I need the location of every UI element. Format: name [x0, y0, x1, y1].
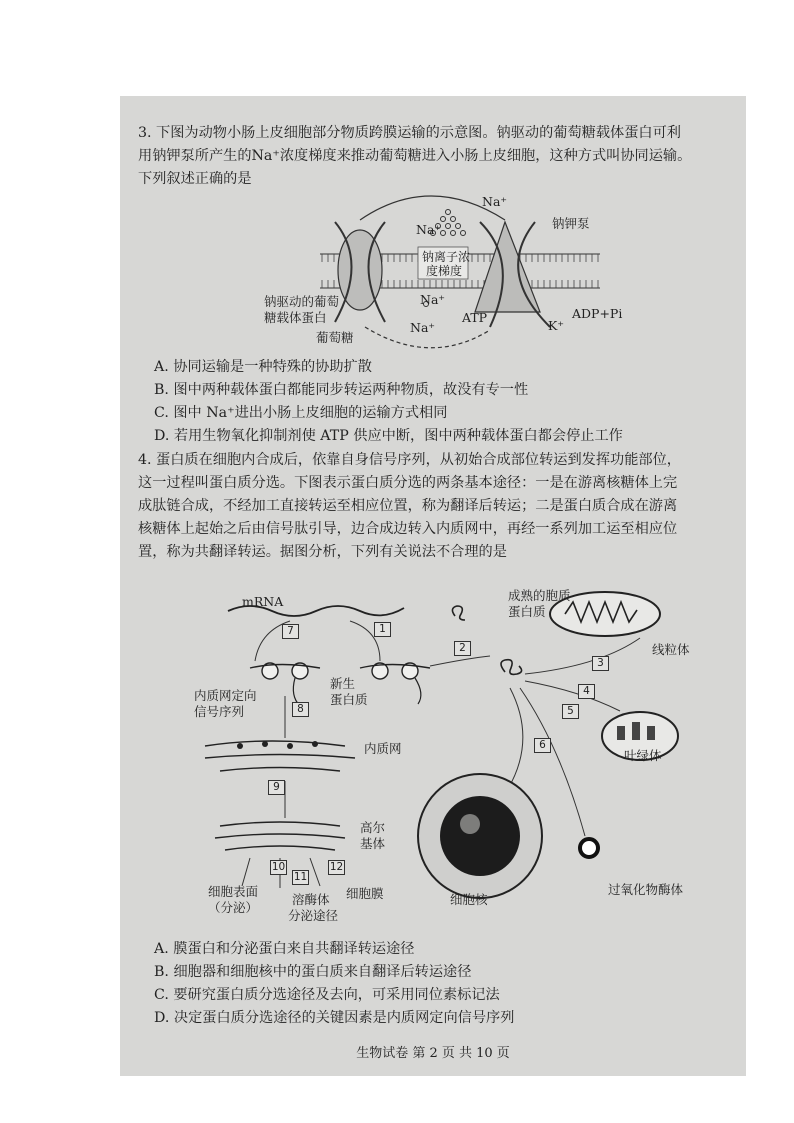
- label-atp: ATP: [462, 310, 488, 325]
- label-surface-l1: 细胞表面: [208, 884, 259, 899]
- arrow-number-12: 12: [329, 861, 344, 873]
- label-nucleus: 细胞核: [450, 892, 488, 907]
- label-adp: ADP+Pi: [572, 306, 623, 321]
- label-golgi-l1: 高尔: [360, 820, 386, 835]
- label-new-protein-l1: 新生: [330, 676, 356, 691]
- arrow-number-1: 1: [374, 622, 391, 637]
- endoplasmic-reticulum-shape: [205, 741, 355, 771]
- q3-stem-line-2: 用钠钾泵所产生的Na⁺浓度梯度来推动葡萄糖进入小肠上皮细胞，这种方式叫协同运输。: [138, 148, 692, 164]
- label-carrier-l2: 糖载体蛋白: [264, 310, 327, 325]
- arrow-number-9: 9: [268, 780, 285, 795]
- arrow-number-11: 11: [293, 871, 308, 883]
- label-na-bottom: Na⁺: [410, 320, 435, 335]
- arrow-number-10: 10: [271, 861, 286, 873]
- q3-stem-line-1: 3. 下图为动物小肠上皮细胞部分物质跨膜运输的示意图。钠驱动的葡萄糖载体蛋白可利: [138, 125, 681, 141]
- label-gradient-l1: 钠离子浓: [422, 250, 471, 264]
- label-er: 内质网: [364, 741, 402, 756]
- q3-option-a[interactable]: A. 协同运输是一种特殊的协助扩散: [154, 359, 372, 375]
- q3-stem-line-3: 下列叙述正确的是: [138, 171, 252, 187]
- label-new-protein-l2: 蛋白质: [330, 692, 368, 707]
- arrow-number-3: 3: [592, 656, 609, 671]
- label-glucose: 葡萄糖: [316, 330, 354, 345]
- label-carrier-l1: 钠驱动的葡萄: [264, 294, 340, 309]
- arrow-number-8: 8: [292, 702, 309, 717]
- label-lysosome-l1: 溶酶体: [292, 892, 330, 907]
- label-lysosome-l2: 分泌途径: [288, 908, 339, 923]
- arrow-number-4: 4: [578, 684, 595, 699]
- q4-option-c[interactable]: C. 要研究蛋白质分选途径及去向，可采用同位素标记法: [154, 987, 500, 1003]
- arrow-number-5: 5: [562, 704, 579, 719]
- q4-stem-line-3: 成肽链合成，不经加工直接转运至相应位置，称为翻译后转运；二是蛋白质合成在游离: [138, 498, 678, 514]
- label-mitochondrion: 线粒体: [652, 642, 690, 657]
- label-er-signal-l2: 信号序列: [194, 704, 245, 719]
- label-golgi-l2: 基体: [360, 836, 386, 851]
- q4-stem-line-4: 核糖体上起始之后由信号肽引导，边合成边转入内质网中，再经一系列加工运至相应位: [138, 521, 678, 537]
- label-mrna: mRNA: [242, 594, 284, 609]
- label-mature-l2: 蛋白质: [508, 604, 546, 619]
- label-mature-l1: 成熟的胞质: [508, 588, 571, 603]
- q4-option-d[interactable]: D. 决定蛋白质分选途径的关键因素是内质网定向信号序列: [154, 1010, 515, 1026]
- q3-option-b[interactable]: B. 图中两种载体蛋白都能同步转运两种物质，故没有专一性: [154, 382, 529, 398]
- q3-option-d[interactable]: D. 若用生物氧化抑制剂使 ATP 供应中断，图中两种载体蛋白都会停止工作: [154, 428, 623, 444]
- q4-stem-line-2: 这一过程叫蛋白质分选。下图表示蛋白质分选的两条基本途径：一是在游离核糖体上完: [138, 475, 678, 491]
- glucose-carrier-protein: [338, 230, 382, 310]
- q4-stem-line-5: 置，称为共翻译转运。据图分析，下列有关说法不合理的是: [138, 544, 507, 560]
- arrow-number-7: 7: [282, 624, 299, 639]
- arrow-number-6: 6: [534, 738, 551, 753]
- sodium-potassium-pump: [475, 222, 540, 312]
- exam-page: [120, 96, 746, 1076]
- label-cell-membrane: 细胞膜: [346, 886, 384, 901]
- label-peroxisome: 过氧化物酶体: [608, 882, 684, 897]
- page-footer: 生物试卷 第 2 页 共 10 页: [356, 1046, 510, 1061]
- label-na-top-right: Na⁺: [482, 194, 507, 209]
- nucleus-inner: [440, 796, 520, 876]
- label-chloroplast: 叶绿体: [624, 748, 662, 763]
- q4-option-a[interactable]: A. 膜蛋白和分泌蛋白来自共翻译转运途径: [154, 941, 415, 957]
- label-na-top-left: Na⁺: [416, 222, 441, 237]
- mature-protein-blob: [501, 660, 522, 675]
- peroxisome-shape: [580, 839, 598, 857]
- golgi-shape: [215, 822, 345, 850]
- label-na-mid: Na⁺: [420, 292, 445, 307]
- q3-option-c[interactable]: C. 图中 Na⁺进出小肠上皮细胞的运输方式相同: [154, 405, 448, 421]
- arrow-number-2: 2: [454, 641, 471, 656]
- q4-option-b[interactable]: B. 细胞器和细胞核中的蛋白质来自翻译后转运途径: [154, 964, 472, 980]
- q4-stem-line-1: 4. 蛋白质在细胞内合成后，依靠自身信号序列，从初始合成部位转运到发挥功能部位，: [138, 452, 681, 468]
- label-pump: 钠钾泵: [552, 216, 590, 231]
- label-er-signal-l1: 内质网定向: [194, 688, 257, 703]
- label-k: K⁺: [548, 318, 564, 333]
- label-surface-l2: （分泌）: [208, 900, 259, 915]
- label-gradient-l2: 度梯度: [426, 264, 463, 278]
